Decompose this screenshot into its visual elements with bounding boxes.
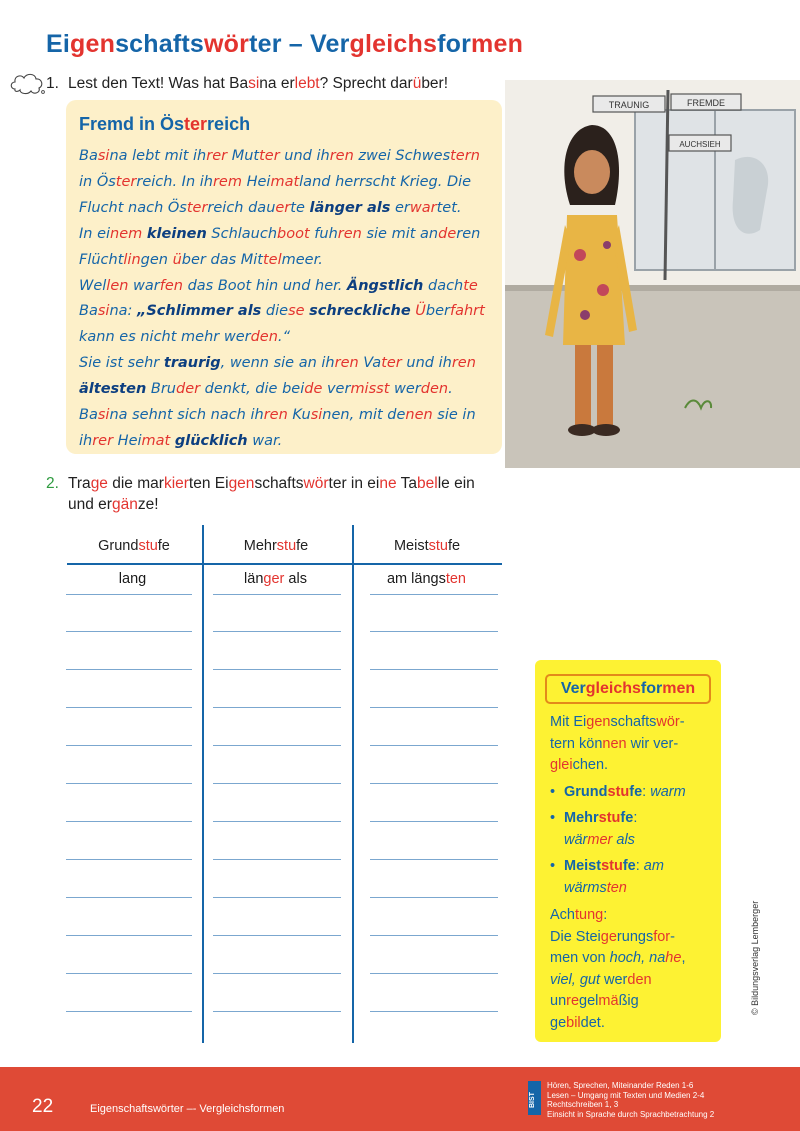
- writing-line[interactable]: [213, 707, 341, 708]
- writing-line[interactable]: [370, 594, 498, 595]
- story-line: kann es nicht mehr werden.“: [79, 329, 291, 346]
- writing-line[interactable]: [370, 897, 498, 898]
- infobox-bullet-mehrstufe: • Mehrstufe: wärmer als: [550, 808, 710, 851]
- writing-line[interactable]: [370, 707, 498, 708]
- curriculum-references: Hören, Sprechen, Miteinander Reden 1-6 Lesen – Umgang mit Texten und Medien 2-4 Rechtschreiben 1, 3 Einsicht in Sprache durch Sprachbetrachtung 2: [547, 1081, 715, 1119]
- table-column-divider: [352, 525, 354, 1043]
- vergleichsformen-infobox: [535, 660, 721, 1042]
- writing-line[interactable]: [213, 973, 341, 974]
- page-title: Eigenschaftswörter – Vergleichsformen: [46, 30, 524, 58]
- task-number: 2.: [46, 475, 59, 492]
- writing-line[interactable]: [213, 821, 341, 822]
- copyright-notice: © Bildungsverlag Lemberger: [750, 900, 760, 1015]
- infobox-bullet-meiststufe: • Meiststufe: am wärmsten: [550, 856, 710, 899]
- story-line: ältesten Bruder denkt, die beide vermisst werden.: [79, 381, 453, 398]
- writing-line[interactable]: [213, 1011, 341, 1012]
- writing-line[interactable]: [66, 707, 192, 708]
- story-line: Basina lebt mit ihrer Mutter und ihren zwei Schwestern: [79, 148, 480, 164]
- writing-line[interactable]: [213, 859, 341, 860]
- infobox-bullet-grundstufe: • Grundstufe: warm: [550, 782, 710, 804]
- signpost-sign-2: [671, 94, 741, 110]
- story-line: in Österreich. In ihrem Heimatland herrscht Krieg. Die: [79, 173, 472, 190]
- writing-line[interactable]: [213, 897, 341, 898]
- table-header-grundstufe: Grundstufe: [98, 538, 170, 554]
- writing-line[interactable]: [213, 631, 341, 632]
- writing-line[interactable]: [66, 745, 192, 746]
- writing-line[interactable]: [370, 1011, 498, 1012]
- svg-text:TRAUNIG: TRAUNIG: [608, 100, 650, 110]
- writing-line[interactable]: [213, 669, 341, 670]
- infobox-note: Achtung: Die Steigerungsfor- men von hoch, nahe, viel, gut werden unregelmäßig gebildet.: [550, 907, 686, 1031]
- girl-illustration: [505, 80, 800, 468]
- story-box: [66, 100, 502, 454]
- story-line: Basina: „Schlimmer als diese schreckliche Überfahrt: [79, 303, 485, 320]
- infobox-title: Vergleichsformen: [545, 674, 711, 704]
- writing-line[interactable]: [370, 859, 498, 860]
- svg-text:FREMDE: FREMDE: [687, 98, 725, 108]
- story-line: Wellen warfen das Boot hin und her. Ängstlich dachte: [79, 277, 478, 294]
- writing-line[interactable]: [213, 745, 341, 746]
- table-header-mehrstufe: Mehrstufe: [243, 538, 309, 554]
- writing-line[interactable]: [370, 783, 498, 784]
- story-line: In einem kleinen Schlauchboot fuhren sie mit anderen: [79, 225, 481, 242]
- table-column-divider: [202, 525, 204, 1043]
- thought-cloud-icon: [8, 70, 46, 96]
- story-line: Flüchtlingen über das Mittelmeer.: [79, 251, 323, 268]
- writing-line[interactable]: [66, 594, 192, 595]
- writing-line[interactable]: [66, 973, 192, 974]
- writing-line[interactable]: [370, 973, 498, 974]
- svg-text:AUCHSIEH: AUCHSIEH: [679, 140, 721, 149]
- footer-title: Eigenschaftswörter –- Vergleichsformen: [90, 1103, 285, 1115]
- task-number: 1.: [46, 75, 59, 92]
- writing-line[interactable]: [66, 631, 192, 632]
- signpost-sign-3: [669, 135, 731, 151]
- page-number: 22: [32, 1096, 54, 1117]
- task-1: [46, 75, 448, 93]
- writing-line[interactable]: [66, 935, 192, 936]
- writing-line[interactable]: [66, 859, 192, 860]
- story-line: ihrer Heimat glücklich war.: [79, 432, 283, 449]
- writing-line[interactable]: [213, 594, 341, 595]
- table-cell-laenger-als: länger als: [244, 571, 307, 587]
- story-text: [79, 144, 488, 455]
- writing-line[interactable]: [370, 669, 498, 670]
- infobox-body: [550, 712, 710, 1034]
- infobox-intro: Mit Eigenschaftswör- tern können wir ver- gleichen.: [550, 714, 685, 773]
- table-header-meiststufe: Meiststufe: [393, 538, 461, 554]
- writing-line[interactable]: [370, 631, 498, 632]
- story-line: Flucht nach Österreich dauerte länger als erwartet.: [79, 199, 462, 216]
- writing-line[interactable]: [66, 669, 192, 670]
- task-2-text-line-1: Trage die markierten Eigenschaftswörter in eine Tabelle ein: [68, 475, 475, 492]
- task-1-text: Lest den Text! Was hat Basina erlebt? Sprecht darüber!: [68, 75, 449, 92]
- writing-line[interactable]: [370, 821, 498, 822]
- table-header-rule: [67, 563, 502, 565]
- task-2: [46, 473, 475, 515]
- table-cell-am-laengsten: am längsten: [386, 571, 466, 587]
- writing-line[interactable]: [213, 935, 341, 936]
- writing-line[interactable]: [213, 783, 341, 784]
- story-heading: Fremd in Österreich: [79, 114, 251, 134]
- writing-line[interactable]: [370, 935, 498, 936]
- story-line: Basina sehnt sich nach ihren Kusinen, mit denen sie in: [79, 407, 476, 424]
- story-line: Sie ist sehr traurig, wenn sie an ihren Vater und ihren: [79, 355, 476, 372]
- task-2-text-line-2: und ergänze!: [68, 496, 159, 513]
- bist-badge: BIST: [528, 1081, 541, 1115]
- writing-line[interactable]: [66, 821, 192, 822]
- writing-line[interactable]: [66, 897, 192, 898]
- writing-line[interactable]: [370, 745, 498, 746]
- writing-line[interactable]: [66, 1011, 192, 1012]
- page-footer: [0, 1067, 800, 1131]
- table-cell-lang: lang: [118, 571, 147, 587]
- writing-line[interactable]: [66, 783, 192, 784]
- signpost-sign-1: [593, 96, 665, 112]
